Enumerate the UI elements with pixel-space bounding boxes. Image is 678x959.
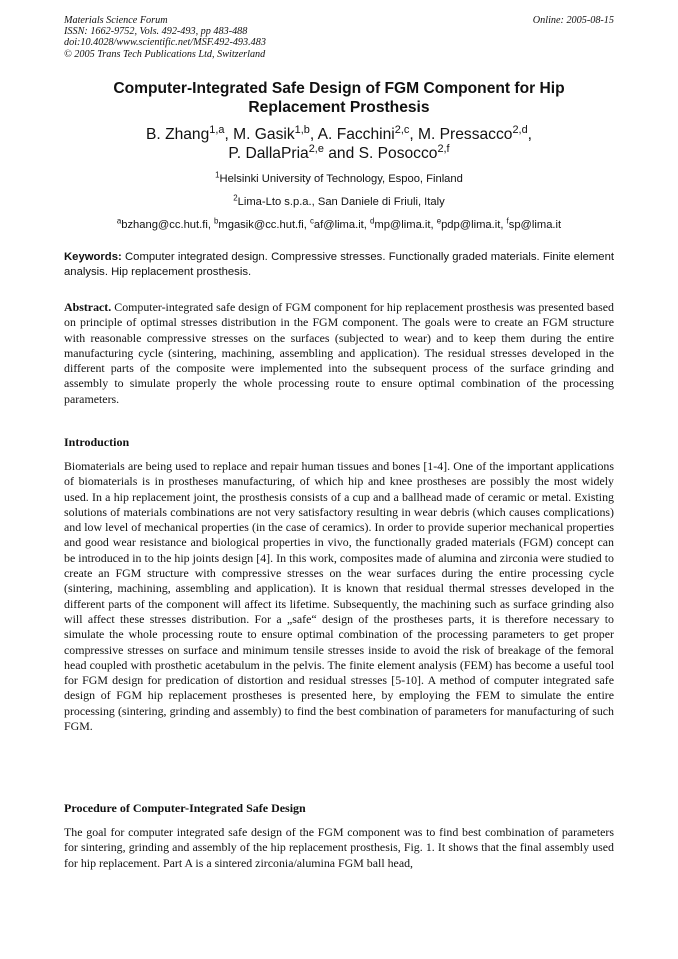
keywords-text: Computer integrated design. Compressive stresses. Functionally graded materials. Finite element analysis. Hip replacement prosthesis. <box>64 251 614 279</box>
section-heading-procedure: Procedure of Computer-Integrated Safe Design <box>64 801 306 815</box>
author: M. Gasik$^{1,b}$, <box>233 123 318 143</box>
author: M. Pressacco$^{2,d}$, <box>418 123 532 143</box>
email-link[interactable]: $^a$bzhang@cc.hut.fi, <box>116 216 215 231</box>
author: S. Posocco$^{2,f}$ <box>358 142 450 162</box>
paper-title: Computer-Integrated Safe Design of FGM Component for Hip Replacement Prosthesis <box>113 80 565 116</box>
journal-issn: ISSN: 1662-9752, Vols. 492-493, pp 483-488 <box>64 26 248 38</box>
affiliation-2: $^2$Lima-Lto s.p.a., San Daniele di Friuli, Italy <box>233 193 445 208</box>
journal-copyright: © 2005 Trans Tech Publications Ltd, Switzerland <box>64 48 266 60</box>
affiliation-1: $^1$Helsinki University of Technology, Espoo, Finland <box>215 170 463 185</box>
author-emails <box>64 218 614 232</box>
abstract <box>64 300 614 407</box>
journal-name: Materials Science Forum <box>64 15 168 26</box>
keywords-label: Keywords: <box>64 251 122 263</box>
procedure-paragraph: The goal for computer integrated safe design of the FGM component was to find best combination of parameters for sintering, grinding and assembly of the hip replacement prosthesis, Fig. 1. It shows that the final assembly used for hip replacement. Part A is a sintered zirconia/alumina FGM ball head, <box>64 825 614 870</box>
abstract-label: Abstract. <box>64 300 112 314</box>
email-link[interactable]: $^d$mp@lima.it, <box>370 216 437 231</box>
author: B. Zhang$^{1,a}$, <box>146 123 234 143</box>
online-date: Online: 2005-08-15 <box>532 15 614 26</box>
email-link[interactable]: $^b$mgasik@cc.hut.fi, <box>214 216 310 231</box>
keywords <box>64 250 614 281</box>
journal-doi[interactable]: doi:10.4028/www.scientific.net/MSF.492-493.483 <box>64 37 266 49</box>
email-link[interactable]: $^e$pdp@lima.it, <box>436 216 507 231</box>
author-list <box>64 125 614 163</box>
abstract-text: Computer-integrated safe design of FGM component for hip replacement prosthesis was presented based on principle of optimal stresses distribution in the FGM component. The goals were to create an FGM structure with reasonable compressive stresses on the surfaces (subjected to wear) and to keep them during the entire manufacturing cycle (sintering, machining, assembling and application). The residual stresses developed in the different parts of the composite were implemented into the subsequent process of the surface grinding and assembly to simulate properly the whole processing route to ensure optimal combination of the processing parameters. <box>64 300 614 406</box>
journal-header <box>64 15 266 60</box>
section-heading-introduction: Introduction <box>64 435 130 449</box>
email-link[interactable]: $^f$sp@lima.it <box>506 216 562 231</box>
introduction-paragraph: Biomaterials are being used to replace and repair human tissues and bones [1-4]. One of the important applications of biomaterials is in prostheses manufacturing, of which hip and knee prostheses are possibly the most widely used. In a hip replacement joint, the prosthesis consists of a cup and a ballhead made of ceramic or metal. Existing solutions of materials combinations are not very satisfactory resulting in wear debris (which causes complications) and low level of mechanical properties (in the case of ceramics). In order to provide superior mechanical properties and good wear resistance and biological properties in vivo, the functionally graded materials (FGM) concept can be introduced in to the hip joints design [4]. In this work, composites made of alumina and zirconia were studied to create an FGM structure with compressive stresses on the wear surfaces during the entire processing cycle (sintering, machining, assembling and application). It is known that residual thermal stresses developed in the different parts of the component will affect its lifetime. Subsequently, the machining such as surface grinding also will affect these stresses distribution. For a „safe“ design of the prostheses parts, it is therefore necessary to simulate the whole processing route to ensure optimal combination of the processing parameters to get proper compressive stresses on surface and minimum tensile stresses inside to avoid the risk of breakage of the femoral head coupled with prosthetic acetabulum in the pelvis. The finite element analysis (FEM) has become a useful tool for FGM design for predication of distortion and residual stresses [5-10]. A method of computer integrated safe design of FGM hip replacement prostheses is presented here, by employing the FEM to simulate the entire processing (sintering, grinding and assembly) to find the best combination of parameters for manufacturing of such FGM. <box>64 459 614 734</box>
author: P. DallaPria$^{2,e}$ and <box>228 142 359 162</box>
email-link[interactable]: $^c$af@lima.it, <box>309 216 371 231</box>
author: A. Facchini$^{2,c}$, <box>317 123 418 143</box>
